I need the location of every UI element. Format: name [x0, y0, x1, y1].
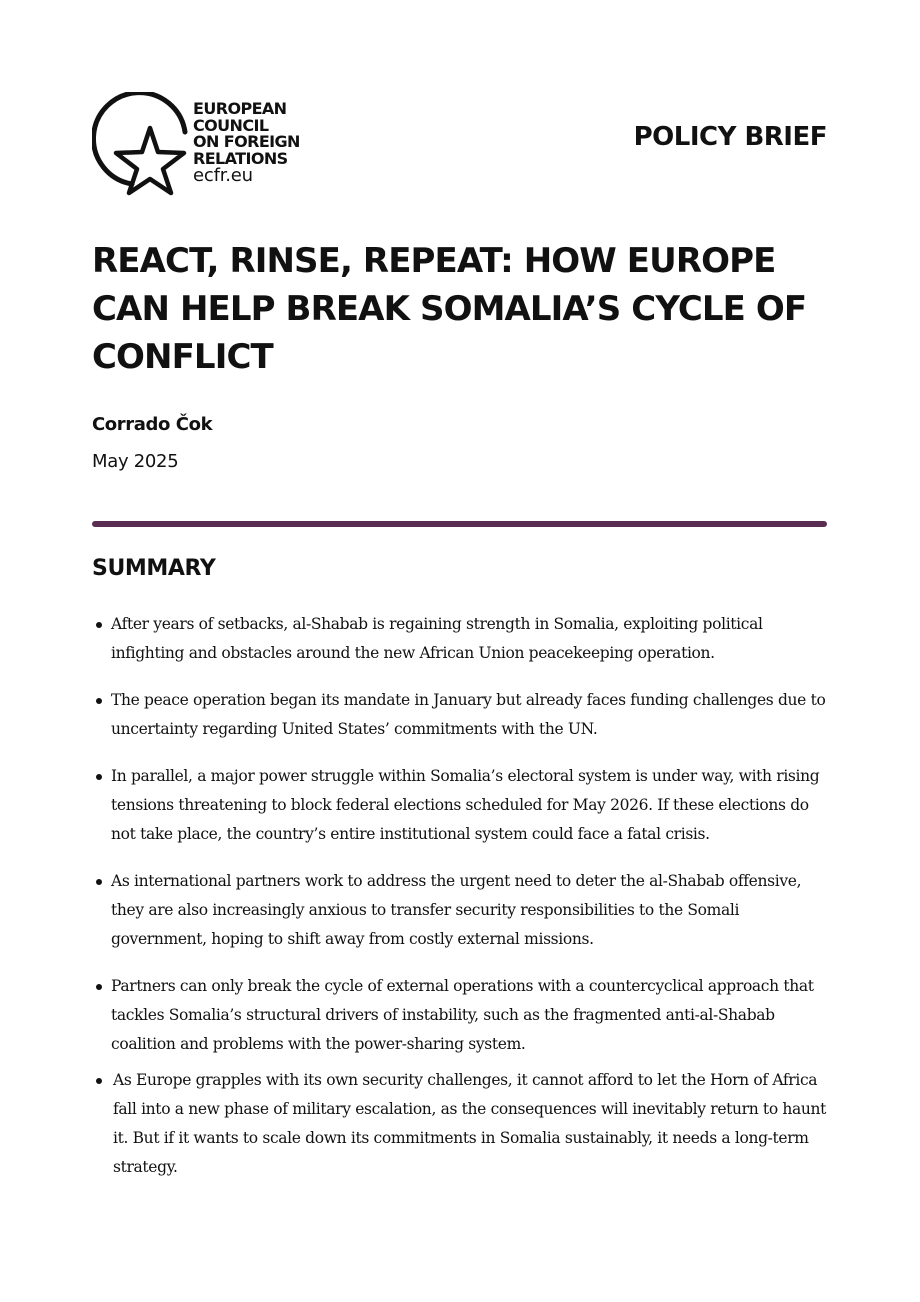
- document-type-label: POLICY BRIEF: [633, 122, 827, 152]
- logo-website: ecfr.eu: [193, 165, 253, 186]
- summary-list: [92, 610, 832, 1200]
- summary-point: The peace operation began its mandate in January but already faces funding challenges due to uncertainty regarding United States’ commitments with the UN.: [92, 686, 832, 744]
- ecfr-logo: [92, 92, 322, 198]
- summary-point: Partners can only break the cycle of external operations with a countercyclical approach that tackles Somalia’s structural drivers of instability, such as the fragmented anti-al-Shabab coalition and problems with the power-sharing system.: [92, 972, 832, 1059]
- author-name: Corrado Čok: [92, 414, 213, 435]
- logo-line-2: COUNCIL: [193, 115, 269, 135]
- section-divider: [92, 521, 827, 527]
- star-circle-logo-icon: [92, 92, 192, 198]
- summary-point: In parallel, a major power struggle within Somalia’s electoral system is under way, with rising tensions threatening to block federal elections scheduled for May 2026. If these elections do not take place, the country’s entire institutional system could face a fatal crisis.: [92, 762, 832, 849]
- summary-heading: SUMMARY: [92, 556, 216, 581]
- logo-wordmark: [193, 101, 300, 185]
- summary-point: After years of setbacks, al-Shabab is regaining strength in Somalia, exploiting political infighting and obstacles around the new African Union peacekeeping operation.: [92, 610, 832, 668]
- publication-date: May 2025: [92, 451, 179, 472]
- logo-line-1: EUROPEAN: [193, 99, 287, 118]
- summary-point: As international partners work to address the urgent need to deter the al-Shabab offensive, they are also increasingly anxious to transfer security responsibilities to the Somali government, hoping to shift away from costly external missions.: [92, 867, 832, 954]
- logo-line-3: ON FOREIGN: [193, 132, 300, 151]
- page-title: REACT, RINSE, REPEAT: HOW EUROPE CAN HELP BREAK SOMALIA’S CYCLE OF CONFLICT: [92, 241, 807, 377]
- summary-point: As Europe grapples with its own security challenges, it cannot afford to let the Horn of Africa fall into a new phase of military escalation, as the consequences will inevitably return to haunt it. But if it wants to scale down its commitments in Somalia sustainably, it needs a long-term strategy.: [92, 1066, 832, 1182]
- logo-line-4: RELATIONS: [193, 148, 288, 168]
